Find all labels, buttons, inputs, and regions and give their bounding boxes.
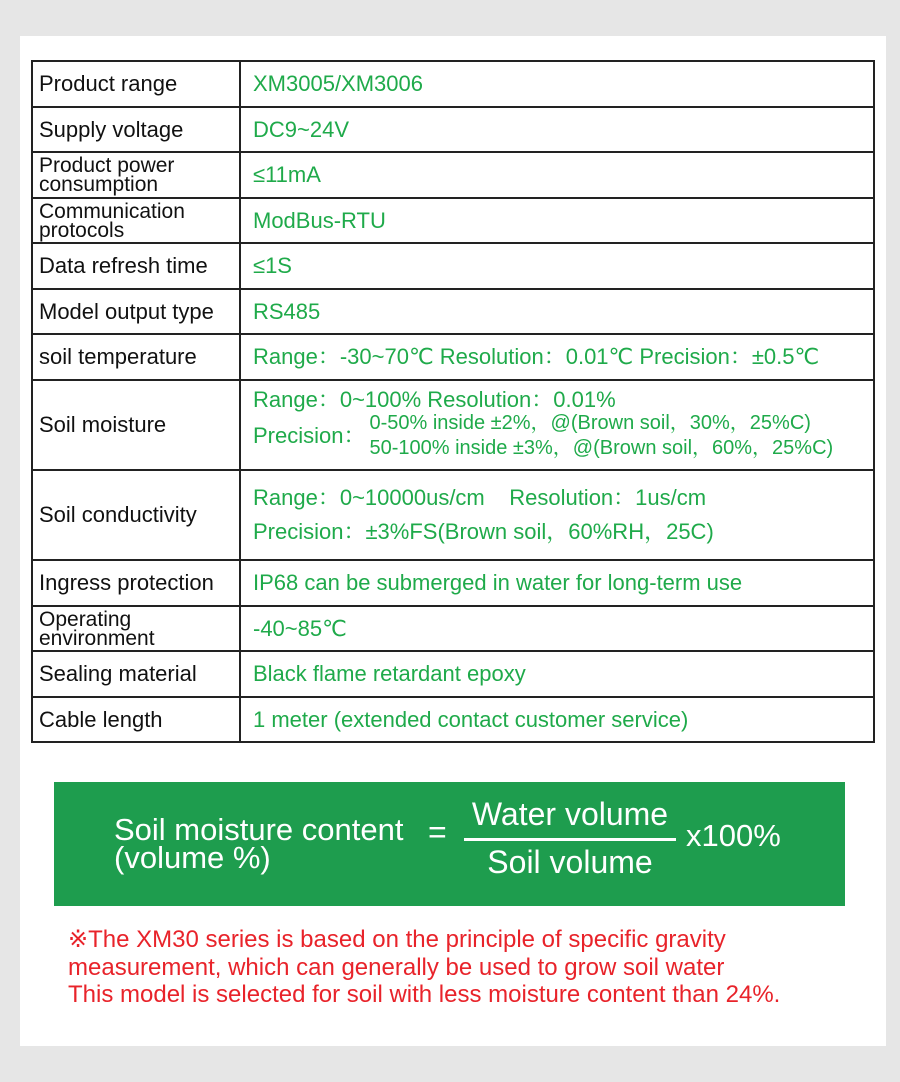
table-row <box>32 61 874 107</box>
conductivity-range: Range：0~10000us/cm Resolution：1us/cm <box>253 485 707 510</box>
formula-numerator: Water volume <box>471 796 669 832</box>
footnote <box>68 926 878 1009</box>
spec-value: DC9~24V <box>240 107 874 152</box>
conductivity-value <box>240 470 874 560</box>
spec-label: Product power consumption <box>32 152 240 198</box>
table-row <box>32 152 874 198</box>
table-row-soil-moisture <box>32 380 874 470</box>
footnote-line: measurement, which can generally be used to grow soil water <box>68 953 725 981</box>
table-row <box>32 334 874 380</box>
table-row <box>32 606 874 651</box>
formula-equals: = <box>428 814 447 850</box>
spec-value: XM3005/XM3006 <box>240 61 874 107</box>
spec-label: Communication protocols <box>32 198 240 243</box>
footnote-line: This model is selected for soil with less moisture content than 24%. <box>68 981 781 1008</box>
precision-line: 0-50% inside ±2%，@(Brown soil，30%，25%C) <box>369 412 811 434</box>
precision-label: Precision： <box>253 423 366 448</box>
fraction-bar <box>464 838 676 841</box>
conductivity-precision: Precision：±3%FS(Brown soil，60%RH，25C) <box>253 519 714 544</box>
table-row <box>32 560 874 606</box>
formula-banner <box>54 782 845 906</box>
spec-label: soil temperature <box>32 334 240 380</box>
formula-left-line1: Soil moisture content <box>114 812 404 847</box>
moisture-value <box>240 380 874 470</box>
precision-line: 50-100% inside ±3%，@(Brown soil，60%，25%C) <box>369 437 834 459</box>
spec-value: Black flame retardant epoxy <box>240 651 874 697</box>
formula-multiplier: x100% <box>686 818 781 853</box>
spec-value: ≤1S <box>240 243 874 289</box>
footnote-line: ※The XM30 series is based on the principle of specific gravity <box>68 926 726 953</box>
spec-sheet <box>20 36 886 1046</box>
table-row <box>32 697 874 742</box>
spec-label: Supply voltage <box>32 107 240 152</box>
spec-table <box>31 60 875 743</box>
spec-value: ModBus-RTU <box>240 198 874 243</box>
spec-label: Product range <box>32 61 240 107</box>
table-row <box>32 243 874 289</box>
moisture-precision <box>253 411 873 461</box>
table-row-soil-conductivity <box>32 470 874 560</box>
spec-label: Data refresh time <box>32 243 240 289</box>
spec-value: Range：-30~70℃ Resolution：0.01℃ Precision：±0.5℃ <box>240 334 874 380</box>
spec-label: Cable length <box>32 697 240 742</box>
spec-label: Model output type <box>32 289 240 334</box>
table-row <box>32 289 874 334</box>
spec-value: IP68 can be submerged in water for long-term use <box>240 560 874 606</box>
spec-value: RS485 <box>240 289 874 334</box>
spec-label: Operating environment <box>32 606 240 651</box>
formula-left-line2: (volume %) <box>114 840 271 875</box>
spec-label: Ingress protection <box>32 560 240 606</box>
spec-label: Soil conductivity <box>32 470 240 560</box>
formula-left <box>114 812 404 875</box>
spec-value: 1 meter (extended contact customer service) <box>240 697 874 742</box>
formula-denominator: Soil volume <box>487 844 653 880</box>
precision-lines <box>369 411 833 461</box>
table-row <box>32 198 874 243</box>
spec-value: ≤11mA <box>240 152 874 198</box>
spec-label: Sealing material <box>32 651 240 697</box>
table-row <box>32 107 874 152</box>
spec-value: -40~85℃ <box>240 606 874 651</box>
moisture-range: Range：0~100% Resolution：0.01% <box>253 387 616 412</box>
spec-label: Soil moisture <box>32 380 240 470</box>
table-row <box>32 651 874 697</box>
